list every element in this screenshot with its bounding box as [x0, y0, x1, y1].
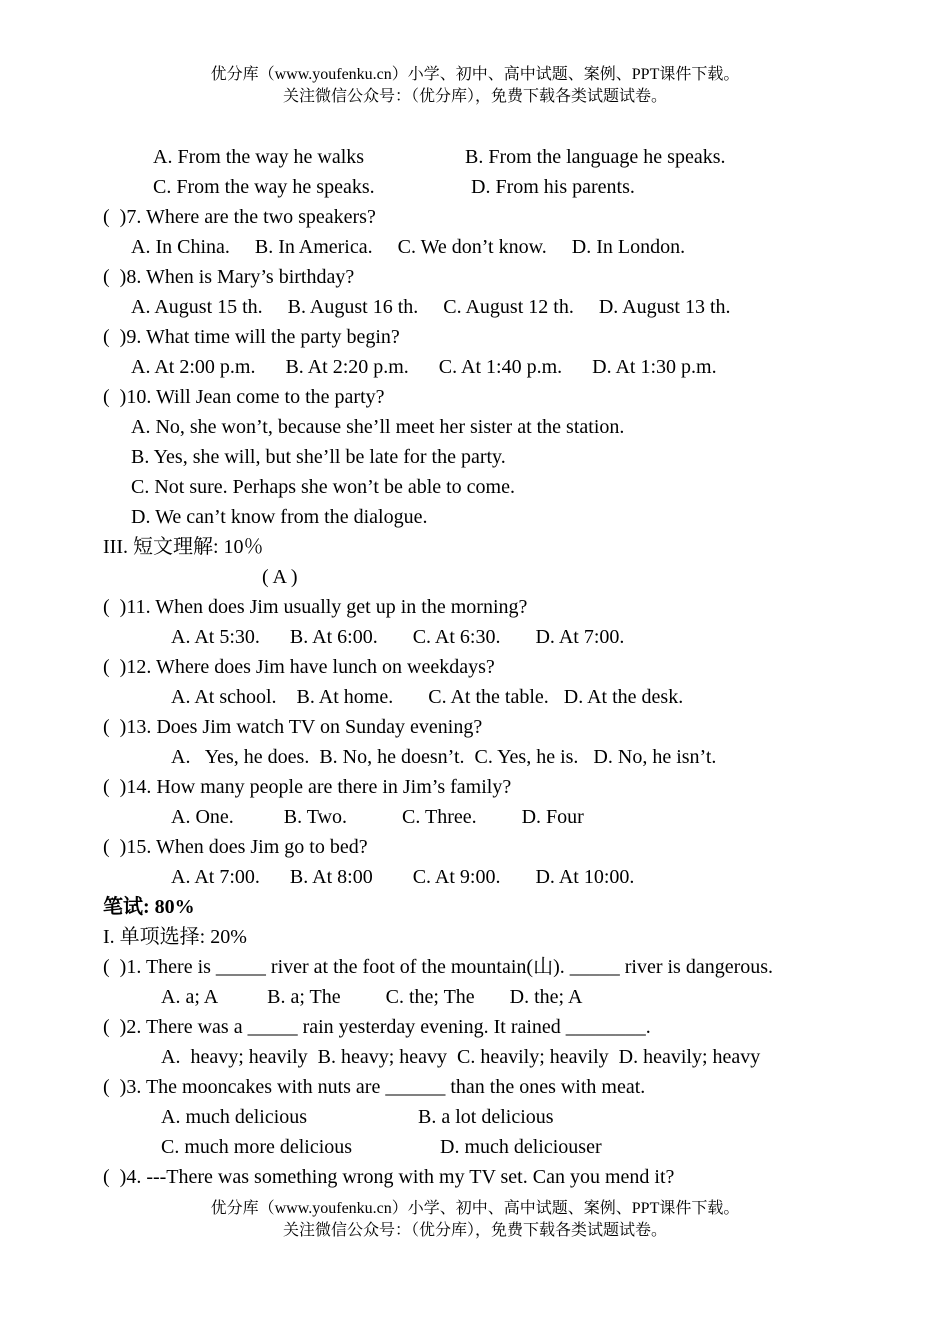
question-8: ( )8. When is Mary’s birthday?: [103, 266, 355, 288]
question-3: ( )3. The mooncakes with nuts are ______ than the ones with meat.: [103, 1076, 646, 1098]
options-q2: A. heavy; heavily B. heavy; heavy C. heavily; heavily D. heavily; heavy: [161, 1046, 761, 1068]
options-q7: A. In China. B. In America. C. We don’t know. D. In London.: [131, 236, 686, 258]
options-q1: A. a; A B. a; The C. the; The D. the; A: [161, 986, 583, 1008]
option-b-q3: B. a lot delicious: [418, 1106, 554, 1128]
question-14: ( )14. How many people are there in Jim’s family?: [103, 776, 512, 798]
options-q15: A. At 7:00. B. At 8:00 C. At 9:00. D. At 10:00.: [171, 866, 635, 888]
header-line-1: 优分库（www.youfenku.cn）小学、初中、高中试题、案例、PPT课件下载。: [210, 66, 740, 83]
question-10: ( )10. Will Jean come to the party?: [103, 386, 385, 408]
options-q11: A. At 5:30. B. At 6:00. C. At 6:30. D. At 7:00.: [171, 626, 625, 648]
footer-line-1: 优分库（www.youfenku.cn）小学、初中、高中试题、案例、PPT课件下载。: [210, 1200, 740, 1217]
header-line-2: 关注微信公众号：（优分库），免费下载各类试题试卷。: [282, 88, 667, 105]
option-b-q10: B. Yes, she will, but she’ll be late for the party.: [131, 446, 506, 468]
question-12: ( )12. Where does Jim have lunch on weekdays?: [103, 656, 495, 678]
written-test-heading: 笔试: 80%: [103, 896, 195, 918]
option-c-q3: C. much more delicious: [161, 1136, 353, 1158]
question-7: ( )7. Where are the two speakers?: [103, 206, 376, 228]
question-4: ( )4. ---There was something wrong with my TV set. Can you mend it?: [103, 1166, 675, 1188]
option-c-q6: C. From the way he speaks.: [153, 176, 375, 198]
option-d-q3: D. much deliciouser: [440, 1136, 602, 1158]
options-q8: A. August 15 th. B. August 16 th. C. August 12 th. D. August 13 th.: [131, 296, 731, 318]
options-q12: A. At school. B. At home. C. At the table. D. At the desk.: [171, 686, 684, 708]
option-c-q10: C. Not sure. Perhaps she won’t be able to come.: [131, 476, 515, 498]
options-q14: A. One. B. Two. C. Three. D. Four: [171, 806, 584, 828]
option-a-q3: A. much delicious: [161, 1106, 308, 1128]
options-q9: A. At 2:00 p.m. B. At 2:20 p.m. C. At 1:40 p.m. D. At 1:30 p.m.: [131, 356, 717, 378]
question-13: ( )13. Does Jim watch TV on Sunday evening?: [103, 716, 483, 738]
option-b-q6: B. From the language he speaks.: [465, 146, 726, 168]
option-a-q6: A. From the way he walks: [153, 146, 365, 168]
question-1: ( )1. There is _____ river at the foot of the mountain(山). _____ river is dangerous.: [103, 956, 774, 978]
section-iii-heading: III. 短文理解: 10％: [103, 536, 264, 558]
question-11: ( )11. When does Jim usually get up in the morning?: [103, 596, 528, 618]
question-9: ( )9. What time will the party begin?: [103, 326, 400, 348]
passage-a-label: ( A ): [262, 566, 298, 588]
option-d-q6: D. From his parents.: [471, 176, 635, 198]
question-2: ( )2. There was a _____ rain yesterday evening. It rained ________.: [103, 1016, 651, 1038]
options-q13: A. Yes, he does. B. No, he doesn’t. C. Yes, he is. D. No, he isn’t.: [171, 746, 717, 768]
footer-line-2: 关注微信公众号：（优分库），免费下载各类试题试卷。: [282, 1222, 667, 1239]
section-i-heading: I. 单项选择: 20%: [103, 926, 247, 948]
question-15: ( )15. When does Jim go to bed?: [103, 836, 368, 858]
option-d-q10: D. We can’t know from the dialogue.: [131, 506, 428, 528]
option-a-q10: A. No, she won’t, because she’ll meet her sister at the station.: [131, 416, 625, 438]
